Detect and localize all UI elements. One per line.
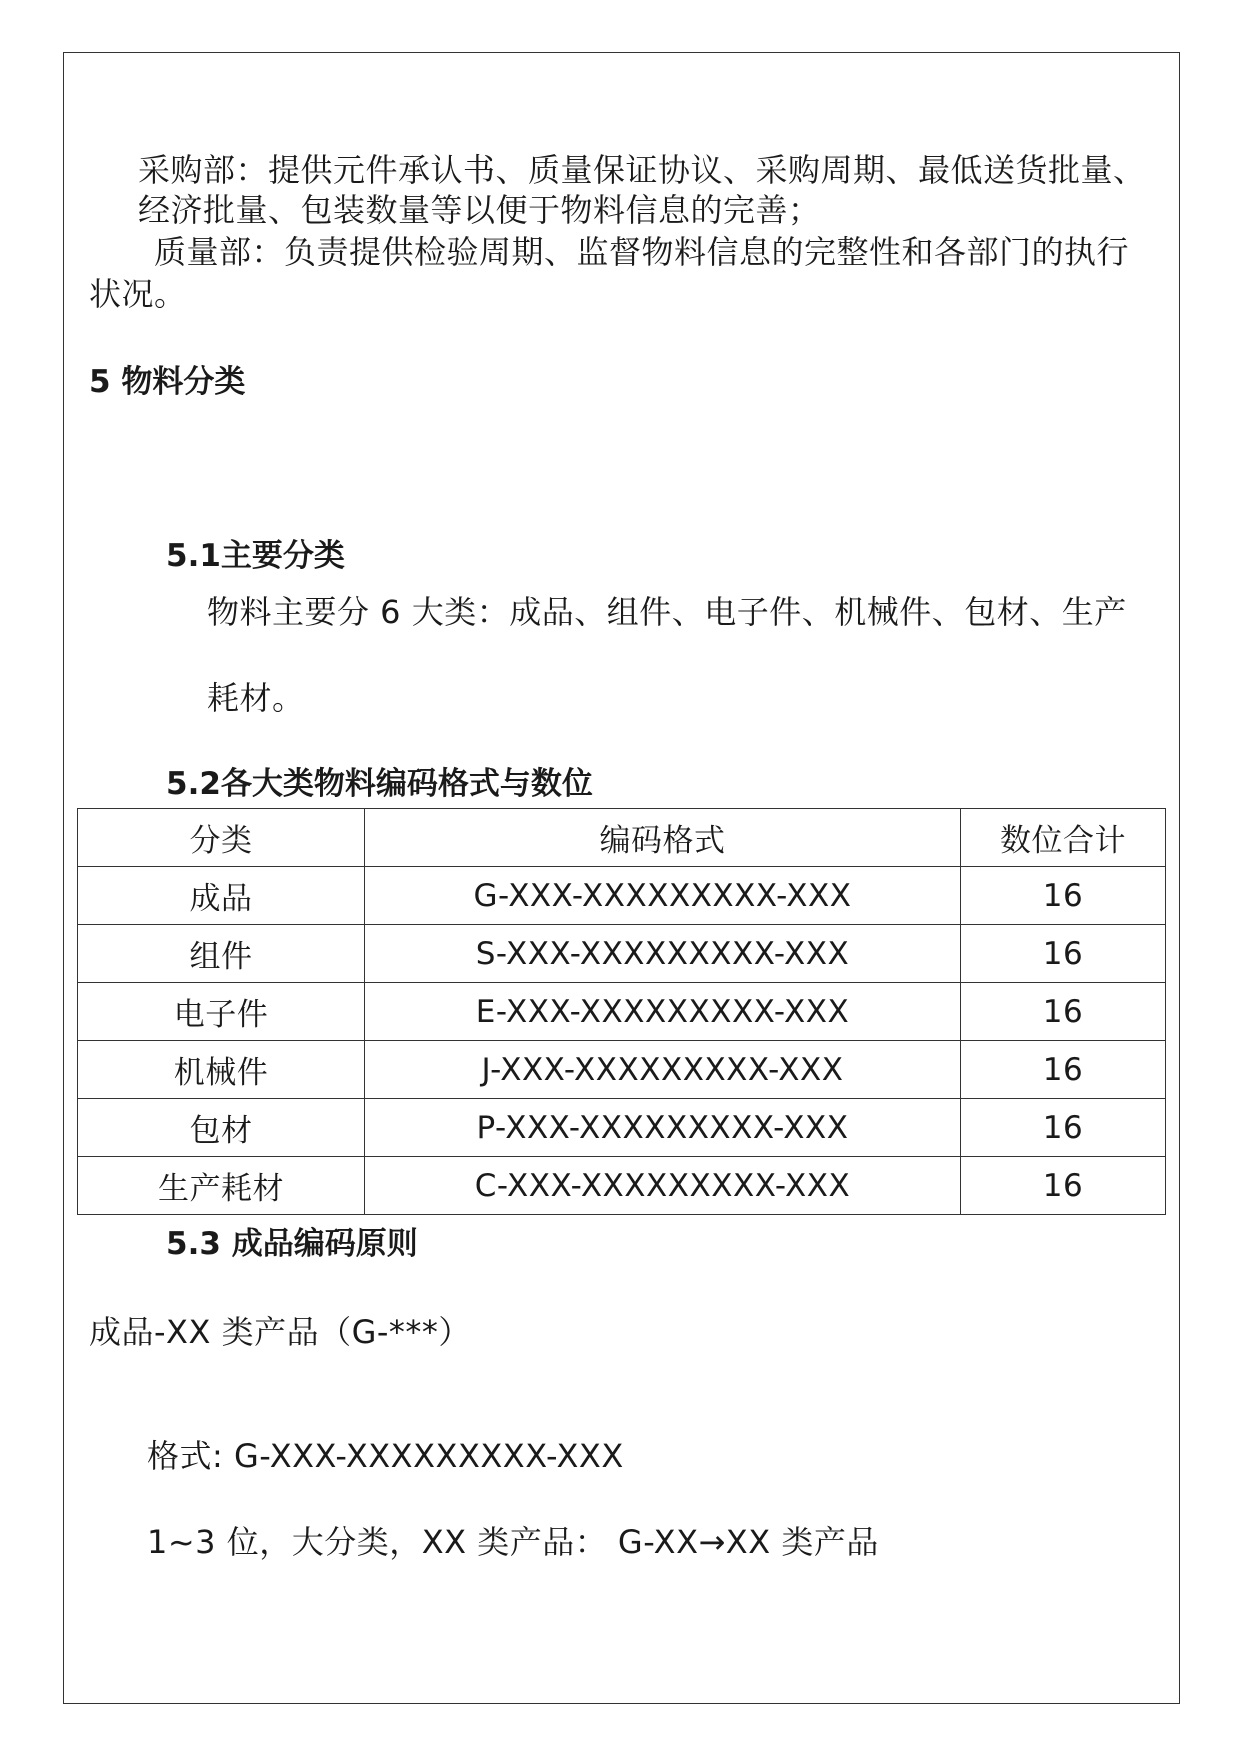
section-5-3-heading: 5.3 成品编码原则 (166, 1226, 418, 1262)
format-text: 格式: G-XXX-XXXXXXXXX-XXX (147, 1437, 624, 1475)
table-row (78, 1041, 1166, 1099)
section-5-1-heading: 5.1主要分类 (166, 538, 345, 574)
header-format: 编码格式 (365, 809, 961, 867)
cell-digits: 16 (961, 925, 1166, 983)
table-row (78, 925, 1166, 983)
cell-category: 包材 (78, 1099, 365, 1157)
table-row (78, 983, 1166, 1041)
cell-digits: 16 (961, 1157, 1166, 1215)
cell-category: 机械件 (78, 1041, 365, 1099)
cell-digits: 16 (961, 983, 1166, 1041)
cell-format: J-XXX-XXXXXXXXX-XXX (365, 1041, 961, 1099)
cell-category: 组件 (78, 925, 365, 983)
cell-format: S-XXX-XXXXXXXXX-XXX (365, 925, 961, 983)
main-categories-text-line1: 物料主要分 6 大类：成品、组件、电子件、机械件、包材、生产 (207, 593, 1127, 631)
section-5-2-heading: 5.2各大类物料编码格式与数位 (166, 766, 593, 802)
cell-category: 电子件 (78, 983, 365, 1041)
cell-format: C-XXX-XXXXXXXXX-XXX (365, 1157, 961, 1215)
cell-digits: 16 (961, 867, 1166, 925)
cell-category: 生产耗材 (78, 1157, 365, 1215)
table-row (78, 1099, 1166, 1157)
product-class-text: 成品-XX 类产品（G-***） (89, 1313, 471, 1351)
cell-category: 成品 (78, 867, 365, 925)
purchasing-text-line2: 经济批量、包装数量等以便于物料信息的完善； (138, 191, 821, 229)
digits-rule-text: 1~3 位，大分类，XX 类产品： G-XX→XX 类产品 (147, 1523, 879, 1561)
cell-format: G-XXX-XXXXXXXXX-XXX (365, 867, 961, 925)
table-row (78, 1157, 1166, 1215)
quality-text-line2: 状况。 (89, 275, 187, 313)
quality-text-line1: 质量部：负责提供检验周期、监督物料信息的完整性和各部门的执行 (154, 233, 1130, 271)
cell-format: P-XXX-XXXXXXXXX-XXX (365, 1099, 961, 1157)
header-category: 分类 (78, 809, 365, 867)
cell-format: E-XXX-XXXXXXXXX-XXX (365, 983, 961, 1041)
main-categories-text-line2: 耗材。 (207, 679, 305, 717)
cell-digits: 16 (961, 1099, 1166, 1157)
table-header-row (78, 809, 1166, 867)
purchasing-text-line1: 采购部：提供元件承认书、质量保证协议、采购周期、最低送货批量、 (138, 151, 1146, 189)
code-format-table (77, 808, 1166, 1215)
table-row (78, 867, 1166, 925)
header-digits: 数位合计 (961, 809, 1166, 867)
cell-digits: 16 (961, 1041, 1166, 1099)
section-5-heading: 5 物料分类 (89, 364, 246, 400)
